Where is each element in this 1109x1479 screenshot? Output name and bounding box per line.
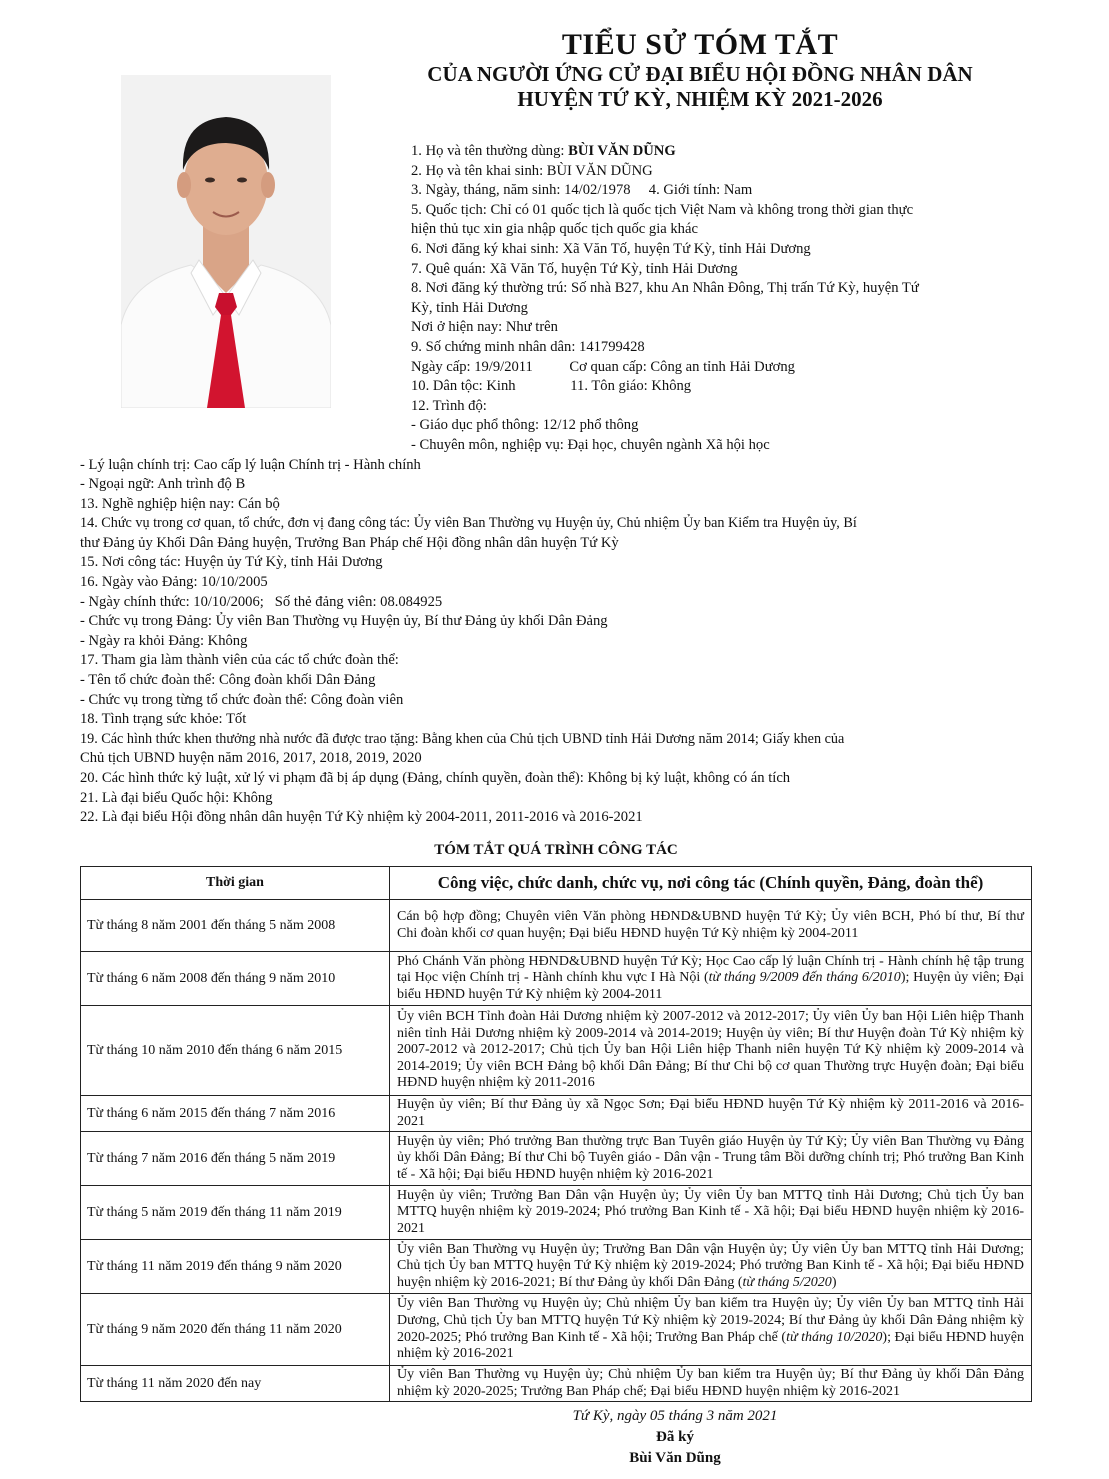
bio-line-20: 20. Các hình thức kỷ luật, xử lý vi phạm đã bị áp dụng (Đảng, chính quyền, đoàn thể): Không bị kỷ luật, không có án tích — [80, 770, 791, 786]
place-date: Tứ Kỳ, ngày 05 tháng 3 năm 2021 — [572, 1408, 778, 1424]
table-row — [81, 1240, 1032, 1294]
row-time: Từ tháng 10 năm 2010 đến tháng 6 năm 2015 — [81, 1006, 390, 1096]
row-description-italic: từ tháng 10/2020 — [786, 1329, 883, 1345]
bio-line-10: 10. Dân tộc: Kinh 11. Tôn giáo: Không — [411, 378, 692, 395]
bio-line-14b: thư Đảng ủy Khối Dân Đảng huyện, Trưởng Ban Pháp chế Hội đồng nhân dân huyện Tứ Kỳ — [80, 534, 619, 551]
row-description: Ủy viên Ban Thường vụ Huyện ủy; Chủ nhiệm Ủy ban kiểm tra Huyện ủy; Bí thư Đảng ủy khối Dân Đảng nhiệm kỳ 2020-2025; Trưởng Ban Pháp chế; Đại biểu HĐND huyện nhiệm kỳ 2016-2021 — [390, 1366, 1032, 1402]
column-header-time: Thời gian — [81, 867, 390, 900]
column-header-description: Công việc, chức danh, chức vụ, nơi công tác (Chính quyền, Đảng, đoàn thể) — [390, 867, 1032, 900]
row-description-part: ); Huyện ủy viên; Đại biểu HĐND huyện Tứ Kỳ nhiệm kỳ 2004-2011 — [397, 970, 1024, 1002]
bio-line-9b: Ngày cấp: 19/9/2011 Cơ quan cấp: Công an tỉnh Hải Dương — [411, 358, 795, 375]
row-description: Huyện ủy viên; Trưởng Ban Dân vận Huyện ủy; Ủy viên Ủy ban MTTQ tỉnh Hải Dương; Chủ tịch Ủy ban MTTQ huyện nhiệm kỳ 2019-2024; Phó trưởng Ban Kinh tế - Xã hội; Đại biểu HĐND huyện nhiệm kỳ 2016-2021 — [390, 1186, 1032, 1240]
bio-line-7: 7. Quê quán: Xã Văn Tố, huyện Tứ Kỳ, tỉnh Hải Dương — [411, 260, 738, 277]
work-history-table — [80, 866, 1032, 1402]
bio-line-13: 13. Nghề nghiệp hiện nay: Cán bộ — [80, 495, 280, 512]
signature-block — [470, 1406, 880, 1469]
bio-line-5a: 5. Quốc tịch: Chỉ có 01 quốc tịch là quốc tịch Việt Nam và không trong thời gian thực — [411, 201, 914, 218]
bio-line-16: 16. Ngày vào Đảng: 10/10/2005 — [80, 574, 268, 591]
bio-line-16a: - Ngày chính thức: 10/10/2006; Số thẻ đảng viên: 08.084925 — [80, 593, 443, 610]
row-description-part: Ủy viên Ban Thường vụ Huyện ủy; Trưởng Ban Dân vận Huyện ủy; Ủy viên Ủy ban MTTQ tỉnh Hải Dương; Chủ tịch Ủy ban MTTQ huyện Tứ Kỳ nhiệm kỳ 2019-2024; Phó trưởng Ban Kinh tế - Xã hội; Đại biểu HĐND huyện nhiệm kỳ 2016-2021; Bí thư Đảng ủy khối Dân Đảng ( — [397, 1241, 1024, 1290]
bio-line-16c: - Ngày ra khỏi Đảng: Không — [80, 632, 248, 649]
document-subtitle-1: CỦA NGƯỜI ỨNG CỬ ĐẠI BIỂU HỘI ĐỒNG NHÂN DÂN — [427, 62, 973, 86]
row-description-part: Phó Chánh Văn phòng HĐND&UBND huyện Tứ Kỳ; Học Cao cấp lý luận Chính trị - Hành chính hệ tập trung tại Học viện Chính trị - Hành chính khu vực I Hà Nội ( — [397, 953, 1024, 986]
row-time: Từ tháng 7 năm 2016 đến tháng 5 năm 2019 — [81, 1132, 390, 1186]
bio-line-12a: - Giáo dục phổ thông: 12/12 phổ thông — [411, 417, 639, 434]
row-description-part: ); Đại biểu HĐND huyện nhiệm kỳ 2016-2021 — [397, 1329, 1024, 1362]
row-description: Huyện ủy viên; Bí thư Đảng ủy xã Ngọc Sơn; Đại biểu HĐND huyện Tứ Kỳ nhiệm kỳ 2011-2016 và 2016-2021 — [390, 1096, 1032, 1132]
table-row — [81, 1366, 1032, 1402]
document-subtitle-2: HUYỆN TỨ KỲ, NHIỆM KỲ 2021-2026 — [517, 87, 883, 111]
row-time: Từ tháng 6 năm 2015 đến tháng 7 năm 2016 — [81, 1096, 390, 1132]
bio-line-8b: Kỳ, tỉnh Hải Dương — [411, 299, 528, 316]
table-row — [81, 1096, 1032, 1132]
bio-line-2: 2. Họ và tên khai sinh: BÙI VĂN DŨNG — [411, 162, 653, 179]
row-time: Từ tháng 8 năm 2001 đến tháng 5 năm 2008 — [81, 900, 390, 952]
bio-line-9: 9. Số chứng minh nhân dân: 141799428 — [411, 338, 645, 355]
bio-line-16b: - Chức vụ trong Đảng: Ủy viên Ban Thường vụ Huyện ủy, Bí thư Đảng ủy khối Dân Đảng — [80, 613, 608, 630]
bio-line-15: 15. Nơi công tác: Huyện ủy Tứ Kỳ, tỉnh Hải Dương — [80, 554, 383, 571]
bio-line-12b: - Chuyên môn, nghiệp vụ: Đại học, chuyên ngành Xã hội học — [411, 436, 770, 453]
bio-line-12d: - Ngoại ngữ: Anh trình độ B — [80, 476, 246, 493]
bio-line-22: 22. Là đại biểu Hội đồng nhân dân huyện Tứ Kỳ nhiệm kỳ 2004-2011, 2011-2016 và 2016-2021 — [80, 809, 643, 826]
work-history-title: TÓM TẮT QUÁ TRÌNH CÔNG TÁC — [434, 842, 678, 858]
row-description-part: ) — [831, 1274, 837, 1290]
row-description: Cán bộ hợp đồng; Chuyên viên Văn phòng HĐND&UBND huyện Tứ Kỳ; Ủy viên BCH, Phó bí thư, Bí thư Chi đoàn khối cơ quan huyện; Đại biểu HĐND huyện Tứ Kỳ nhiệm kỳ 2004-2011 — [390, 900, 1032, 952]
row-description: Ủy viên BCH Tỉnh đoàn Hải Dương nhiệm kỳ 2007-2012 và 2012-2017; Ủy viên Ủy ban Hội Liên hiệp Thanh niên tỉnh Hải Dương nhiệm kỳ 2009-2014 và 2014-2019; Huyện ủy viên; Bí thư Huyện đoàn Tứ Kỳ nhiệm kỳ 2007-2012 và 2012-2017; Chủ tịch Ủy ban Hội Liên hiệp Thanh niên huyện Tứ Kỳ nhiệm kỳ 2009-2014 và 2014-2019; Ủy viên BCH Đảng bộ khối Dân Đảng; Bí thư Chi bộ cơ quan Thường trực Huyện đoàn; Đại biểu HĐND huyện nhiệm kỳ 2011-2016 — [390, 1006, 1032, 1096]
row-time: Từ tháng 11 năm 2019 đến tháng 9 năm 2020 — [81, 1240, 390, 1294]
table-row — [81, 1186, 1032, 1240]
row-description — [390, 1294, 1032, 1366]
table-header-row — [81, 867, 1032, 900]
bio-line-1 — [80, 142, 1032, 162]
row-description-italic: từ tháng 9/2009 đến tháng 6/2010 — [708, 970, 901, 986]
bio-line-17: 17. Tham gia làm thành viên của các tổ chức đoàn thể: — [80, 652, 399, 669]
bio-line-19a: 19. Các hình thức khen thưởng nhà nước đã được trao tặng: Bằng khen của Chủ tịch UBND tỉnh Hải Dương năm 2014; Giấy khen của — [80, 730, 845, 747]
bio-line-1-label: 1. Họ và tên thường dùng: — [411, 143, 569, 159]
document-title: TIỂU SỬ TÓM TẮT — [561, 28, 839, 61]
biography-lines — [80, 142, 1032, 828]
table-row — [81, 1006, 1032, 1096]
row-description — [390, 952, 1032, 1006]
bio-line-14a: 14. Chức vụ trong cơ quan, tổ chức, đơn vị đang công tác: Ủy viên Ban Thường vụ Huyện ủy, Chủ nhiệm Ủy ban Kiểm tra Huyện ủy, Bí — [80, 515, 857, 532]
bio-line-3: 3. Ngày, tháng, năm sinh: 14/02/1978 4. Giới tính: Nam — [411, 182, 753, 199]
row-description-italic: từ tháng 5/2020 — [742, 1274, 832, 1290]
bio-line-6: 6. Nơi đăng ký khai sinh: Xã Văn Tố, huyện Tứ Kỳ, tỉnh Hải Dương — [411, 240, 811, 257]
row-description: Huyện ủy viên; Phó trưởng Ban thường trực Ban Tuyên giáo Huyện ủy Tứ Kỳ; Ủy viên Ban Thường vụ Đảng ủy khối Dân Đảng; Bí thư Chi bộ Tuyên giáo - Dân vận - Trung tâm Bồi dưỡng chính trị; Phó trưởng Ban Kinh tế - Xã hội; Đại biểu HĐND huyện nhiệm kỳ 2016-2021 — [390, 1132, 1032, 1186]
bio-line-19b: Chủ tịch UBND huyện năm 2016, 2017, 2018, 2019, 2020 — [80, 750, 422, 767]
row-time: Từ tháng 6 năm 2008 đến tháng 9 năm 2010 — [81, 952, 390, 1006]
bio-line-17a: - Tên tổ chức đoàn thể: Công đoàn khối Dân Đảng — [80, 672, 376, 689]
document-header — [300, 28, 1100, 112]
row-time: Từ tháng 11 năm 2020 đến nay — [81, 1366, 390, 1402]
bio-line-8c: Nơi ở hiện nay: Như trên — [411, 319, 558, 336]
common-name-value: BÙI VĂN DŨNG — [568, 143, 676, 159]
bio-line-5b: hiện thủ tục xin gia nhập quốc tịch quốc gia khác — [411, 221, 698, 238]
signed-label: Đã ký — [656, 1429, 694, 1445]
bio-line-12c: - Lý luận chính trị: Cao cấp lý luận Chính trị - Hành chính — [80, 456, 421, 473]
signer-name: Bùi Văn Dũng — [629, 1450, 721, 1466]
bio-line-17b: - Chức vụ trong từng tổ chức đoàn thể: Công đoàn viên — [80, 691, 404, 708]
bio-line-12: 12. Trình độ: — [411, 397, 487, 414]
row-time: Từ tháng 5 năm 2019 đến tháng 11 năm 2019 — [81, 1186, 390, 1240]
bio-line-18: 18. Tình trạng sức khỏe: Tốt — [80, 711, 247, 728]
bio-line-8a: 8. Nơi đăng ký thường trú: Số nhà B27, khu An Nhân Đông, Thị trấn Tứ Kỳ, huyện Tứ — [411, 280, 919, 297]
row-description — [390, 1240, 1032, 1294]
table-row — [81, 952, 1032, 1006]
bio-line-21: 21. Là đại biểu Quốc hội: Không — [80, 789, 273, 806]
table-row — [81, 900, 1032, 952]
row-description-part: Ủy viên Ban Thường vụ Huyện ủy; Chủ nhiệm Ủy ban kiểm tra Huyện ủy; Ủy viên Ủy ban MTTQ tỉnh Hải Dương, Chủ tịch Ủy ban MTTQ huyện Tứ Kỳ nhiệm kỳ 2019-2024; Bí thư Đảng ủy khối Dân Đảng nhiệm kỳ 2020-2025; Phó trưởng Ban Kinh tế - Xã hội; Trưởng Ban Pháp chế ( — [397, 1296, 1024, 1345]
table-row — [81, 1132, 1032, 1186]
row-time: Từ tháng 9 năm 2020 đến tháng 11 năm 2020 — [81, 1294, 390, 1366]
table-row — [81, 1294, 1032, 1366]
